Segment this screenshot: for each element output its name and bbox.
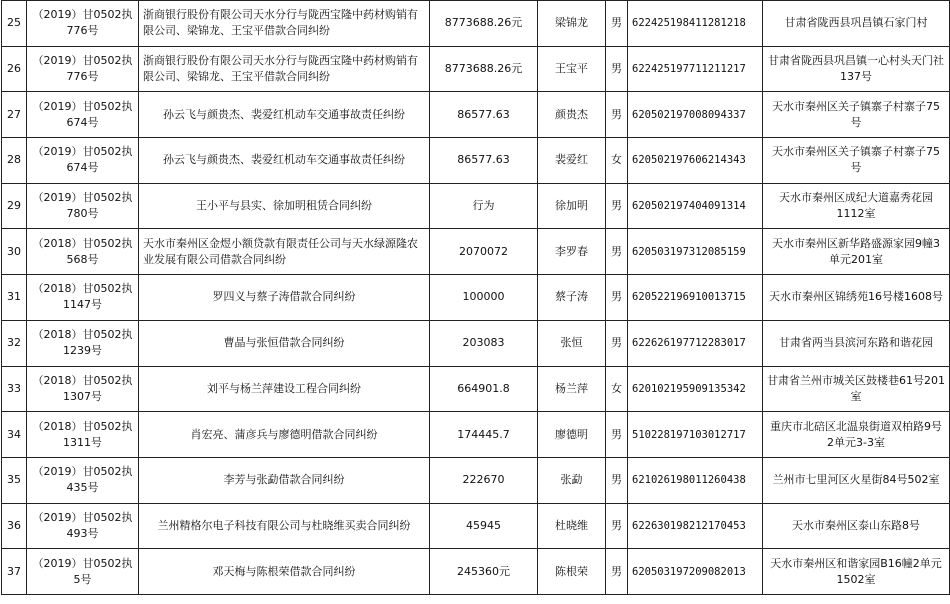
case-number: （2019）甘0502执5号 [27,549,139,595]
case-cause: 浙商银行股份有限公司天水分行与陇西宝隆中药材购销有限公司、梁锦龙、王宝平借款合同纠纷 [139,46,430,92]
case-number: （2019）甘0502执493号 [27,503,139,549]
amount: 174445.7 [430,412,538,458]
amount: 222670 [430,457,538,503]
id-number: 622630198212170453 [628,503,763,549]
address: 重庆市北碚区北温泉街道双柏路9号2单元3-3室 [763,412,950,458]
amount: 664901.8 [430,366,538,412]
sex: 男 [606,229,628,275]
address: 天水市秦州区和谐家园B16幢2单元1502室 [763,549,950,595]
row-number: 32 [2,320,27,366]
row-number: 33 [2,366,27,412]
address: 天水市秦州区关子镇寨子村寨子75号 [763,138,950,184]
table-row [2,46,950,92]
address: 天水市秦州区关子镇寨子村寨子75号 [763,92,950,138]
table-row [2,275,950,321]
sex: 男 [606,503,628,549]
sex: 男 [606,549,628,595]
sex: 男 [606,320,628,366]
table-row [2,412,950,458]
address: 天水市秦州区泰山东路8号 [763,503,950,549]
case-number: （2018）甘0502执1307号 [27,366,139,412]
sex: 男 [606,412,628,458]
sex: 女 [606,138,628,184]
amount: 行为 [430,183,538,229]
person-name: 张勐 [538,457,606,503]
person-name: 杜晓维 [538,503,606,549]
sex: 男 [606,46,628,92]
id-number: 620502197606214343 [628,138,763,184]
id-number: 620503197209082013 [628,549,763,595]
case-cause: 浙商银行股份有限公司天水分行与陇西宝隆中药材购销有限公司、梁锦龙、王宝平借款合同纠纷 [139,1,430,47]
person-name: 徐加明 [538,183,606,229]
table-row [2,320,950,366]
case-cause: 孙云飞与颜贵杰、裴爱红机动车交通事故责任纠纷 [139,92,430,138]
address: 兰州市七里河区火星街84号502室 [763,457,950,503]
case-table [1,0,950,595]
sex: 男 [606,457,628,503]
amount: 8773688.26元 [430,1,538,47]
row-number: 26 [2,46,27,92]
address: 天水市秦州区锦绣苑16号楼1608号 [763,275,950,321]
address: 甘肃省陇西县巩昌镇石家门村 [763,1,950,47]
row-number: 36 [2,503,27,549]
table-row [2,229,950,275]
table-body [2,1,950,595]
person-name: 陈根荣 [538,549,606,595]
case-number: （2018）甘0502执1239号 [27,320,139,366]
case-cause: 王小平与县实、徐加明租赁合同纠纷 [139,183,430,229]
case-cause: 曹晶与张恒借款合同纠纷 [139,320,430,366]
id-number: 620522196910013715 [628,275,763,321]
case-cause: 邓天梅与陈根荣借款合同纠纷 [139,549,430,595]
table-row [2,503,950,549]
id-number: 510228197103012717 [628,412,763,458]
id-number: 620502197404091314 [628,183,763,229]
amount: 86577.63 [430,138,538,184]
case-number: （2018）甘0502执1311号 [27,412,139,458]
person-name: 裴爱红 [538,138,606,184]
id-number: 622425197711211217 [628,46,763,92]
row-number: 27 [2,92,27,138]
address: 甘肃省两当县滨河东路和谐花园 [763,320,950,366]
row-number: 29 [2,183,27,229]
sex: 女 [606,366,628,412]
case-number: （2018）甘0502执568号 [27,229,139,275]
id-number: 620503197312085159 [628,229,763,275]
sex: 男 [606,275,628,321]
person-name: 李罗春 [538,229,606,275]
amount: 100000 [430,275,538,321]
person-name: 杨兰萍 [538,366,606,412]
amount: 203083 [430,320,538,366]
row-number: 25 [2,1,27,47]
person-name: 廖德明 [538,412,606,458]
sex: 男 [606,92,628,138]
case-number: （2019）甘0502执674号 [27,138,139,184]
amount: 45945 [430,503,538,549]
person-name: 张恒 [538,320,606,366]
case-cause: 刘平与杨兰萍建设工程合同纠纷 [139,366,430,412]
case-number: （2019）甘0502执780号 [27,183,139,229]
person-name: 颜贵杰 [538,92,606,138]
case-cause: 孙云飞与颜贵杰、裴爱红机动车交通事故责任纠纷 [139,138,430,184]
case-number: （2019）甘0502执674号 [27,92,139,138]
id-number: 622626197712283017 [628,320,763,366]
sex: 男 [606,1,628,47]
amount: 86577.63 [430,92,538,138]
id-number: 620102195909135342 [628,366,763,412]
person-name: 梁锦龙 [538,1,606,47]
case-number: （2019）甘0502执435号 [27,457,139,503]
amount: 2070072 [430,229,538,275]
row-number: 35 [2,457,27,503]
row-number: 30 [2,229,27,275]
case-cause: 兰州精格尔电子科技有限公司与杜晓维买卖合同纠纷 [139,503,430,549]
amount: 8773688.26元 [430,46,538,92]
case-number: （2019）甘0502执776号 [27,1,139,47]
person-name: 王宝平 [538,46,606,92]
table-row [2,1,950,47]
case-cause: 李芳与张勐借款合同纠纷 [139,457,430,503]
id-number: 620502197008094337 [628,92,763,138]
address: 天水市秦州区成纪大道嘉秀花园1112室 [763,183,950,229]
sex: 男 [606,183,628,229]
case-cause: 天水市秦州区金煜小额贷款有限责任公司与天水绿源隆农业发展有限公司借款合同纠纷 [139,229,430,275]
address: 天水市秦州区新华路盛源家园9幢3单元201室 [763,229,950,275]
table-row [2,366,950,412]
id-number: 621026198011260438 [628,457,763,503]
row-number: 37 [2,549,27,595]
case-cause: 罗四义与蔡子涛借款合同纠纷 [139,275,430,321]
case-number: （2018）甘0502执1147号 [27,275,139,321]
amount: 245360元 [430,549,538,595]
case-number: （2019）甘0502执776号 [27,46,139,92]
person-name: 蔡子涛 [538,275,606,321]
table-row [2,138,950,184]
id-number: 622425198411281218 [628,1,763,47]
row-number: 34 [2,412,27,458]
table-row [2,183,950,229]
table-row [2,549,950,595]
table-row [2,457,950,503]
address: 甘肃省兰州市城关区鼓楼巷61号201室 [763,366,950,412]
row-number: 31 [2,275,27,321]
table-row [2,92,950,138]
row-number: 28 [2,138,27,184]
case-cause: 肖宏亮、蒲彦兵与廖德明借款合同纠纷 [139,412,430,458]
address: 甘肃省陇西县巩昌镇一心村头天门社137号 [763,46,950,92]
